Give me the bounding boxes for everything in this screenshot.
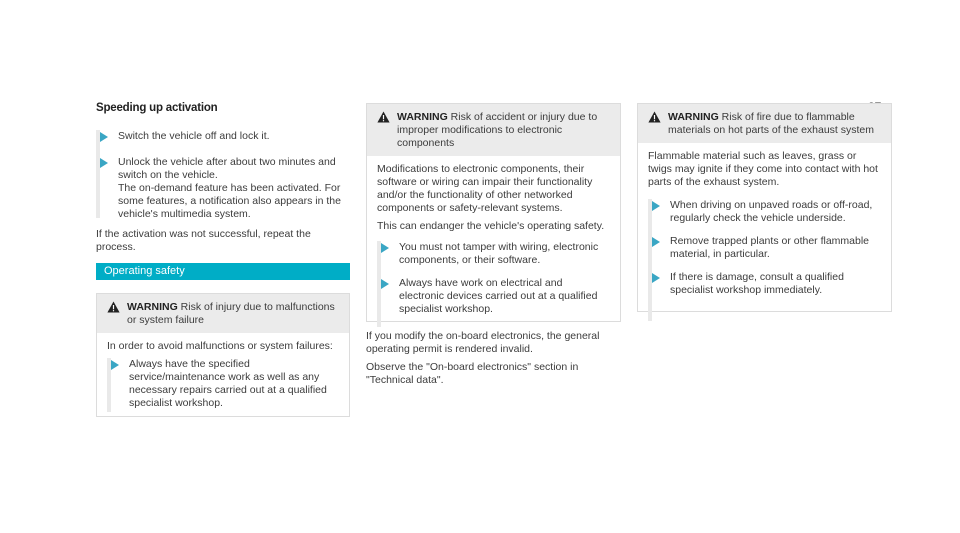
warning-box-fire — [637, 103, 892, 312]
step-arrow-icon — [100, 132, 108, 142]
step-arrow-icon — [381, 243, 389, 253]
warning-body — [367, 156, 620, 329]
warning-label: WARNING — [397, 111, 448, 123]
step-arrow-icon — [652, 273, 660, 283]
step-item: Unlock the vehicle after about two minutes and switch on the vehicle. — [96, 156, 350, 182]
section-band-operating-safety: Operating safety — [96, 263, 350, 280]
warning-title: Risk of accident or injury due to improper modifications to electronic components — [397, 111, 598, 149]
step-arrow-icon — [100, 158, 108, 168]
steps-block — [96, 130, 350, 221]
step-item: You must not tamper with wiring, electronic components, or their software. — [377, 241, 610, 267]
step-arrow-icon — [111, 360, 119, 370]
warning-title: Risk of fire due to flammable materials on hot parts of the exhaust system — [668, 111, 875, 136]
section-heading: Speeding up activation — [96, 102, 218, 114]
step-note: The on-demand feature has been activated. For some features, a notification also appears in the vehicle's multimedia system. — [118, 182, 341, 220]
warning-body-text: This can endanger the vehicle's operating safety. — [377, 220, 605, 232]
warning-label: WARNING — [127, 301, 178, 313]
warning-triangle-icon — [107, 301, 120, 313]
step-arrow-icon — [381, 279, 389, 289]
step-arrow-icon — [652, 237, 660, 247]
warning-box-malfunction — [96, 293, 350, 417]
speeding-up-activation — [96, 102, 350, 254]
warning-body — [97, 333, 349, 423]
warning-body — [638, 143, 891, 310]
step-item: Switch the vehicle off and lock it. — [96, 130, 350, 143]
warning-triangle-icon — [648, 111, 661, 123]
warning-header — [638, 104, 891, 143]
onboard-electronics-note — [366, 330, 606, 392]
paragraph: Observe the "On-board electronics" section in "Technical data". — [366, 361, 579, 386]
result-text: If the activation was not successful, repeat the process. — [96, 228, 311, 253]
step-item: If there is damage, consult a qualified specialist workshop immediately. — [648, 271, 881, 297]
warning-title: Risk of injury due to malfunctions or system failure — [127, 301, 335, 326]
warning-label: WARNING — [668, 111, 719, 123]
step-item: When driving on unpaved roads or off-road, regularly check the vehicle underside. — [648, 199, 881, 225]
warning-body-text: Flammable material such as leaves, grass or twigs may ignite if they come into contact with hot parts of the exhaust system. — [648, 150, 878, 188]
warning-intro: In order to avoid malfunctions or system failures: — [107, 340, 333, 352]
step-arrow-icon — [652, 201, 660, 211]
warning-triangle-icon — [377, 111, 390, 123]
warning-box-modifications — [366, 103, 621, 322]
step-item: Always have the specified service/maintenance work as well as any necessary repairs carried out at a qualified specialist workshop. — [107, 358, 339, 410]
step-item: Remove trapped plants or other flammable material, in particular. — [648, 235, 881, 261]
warning-body-text: Modifications to electronic components, their software or wiring can impair their functionality and/or the functionality of other networked components or safety-relevant systems. — [377, 163, 593, 214]
warning-header — [367, 104, 620, 156]
step-item: Always have work on electrical and electronic devices carried out at a qualified specialist workshop. — [377, 277, 610, 316]
warning-header — [97, 294, 349, 333]
paragraph: If you modify the on-board electronics, the general operating permit is rendered invalid. — [366, 330, 600, 355]
